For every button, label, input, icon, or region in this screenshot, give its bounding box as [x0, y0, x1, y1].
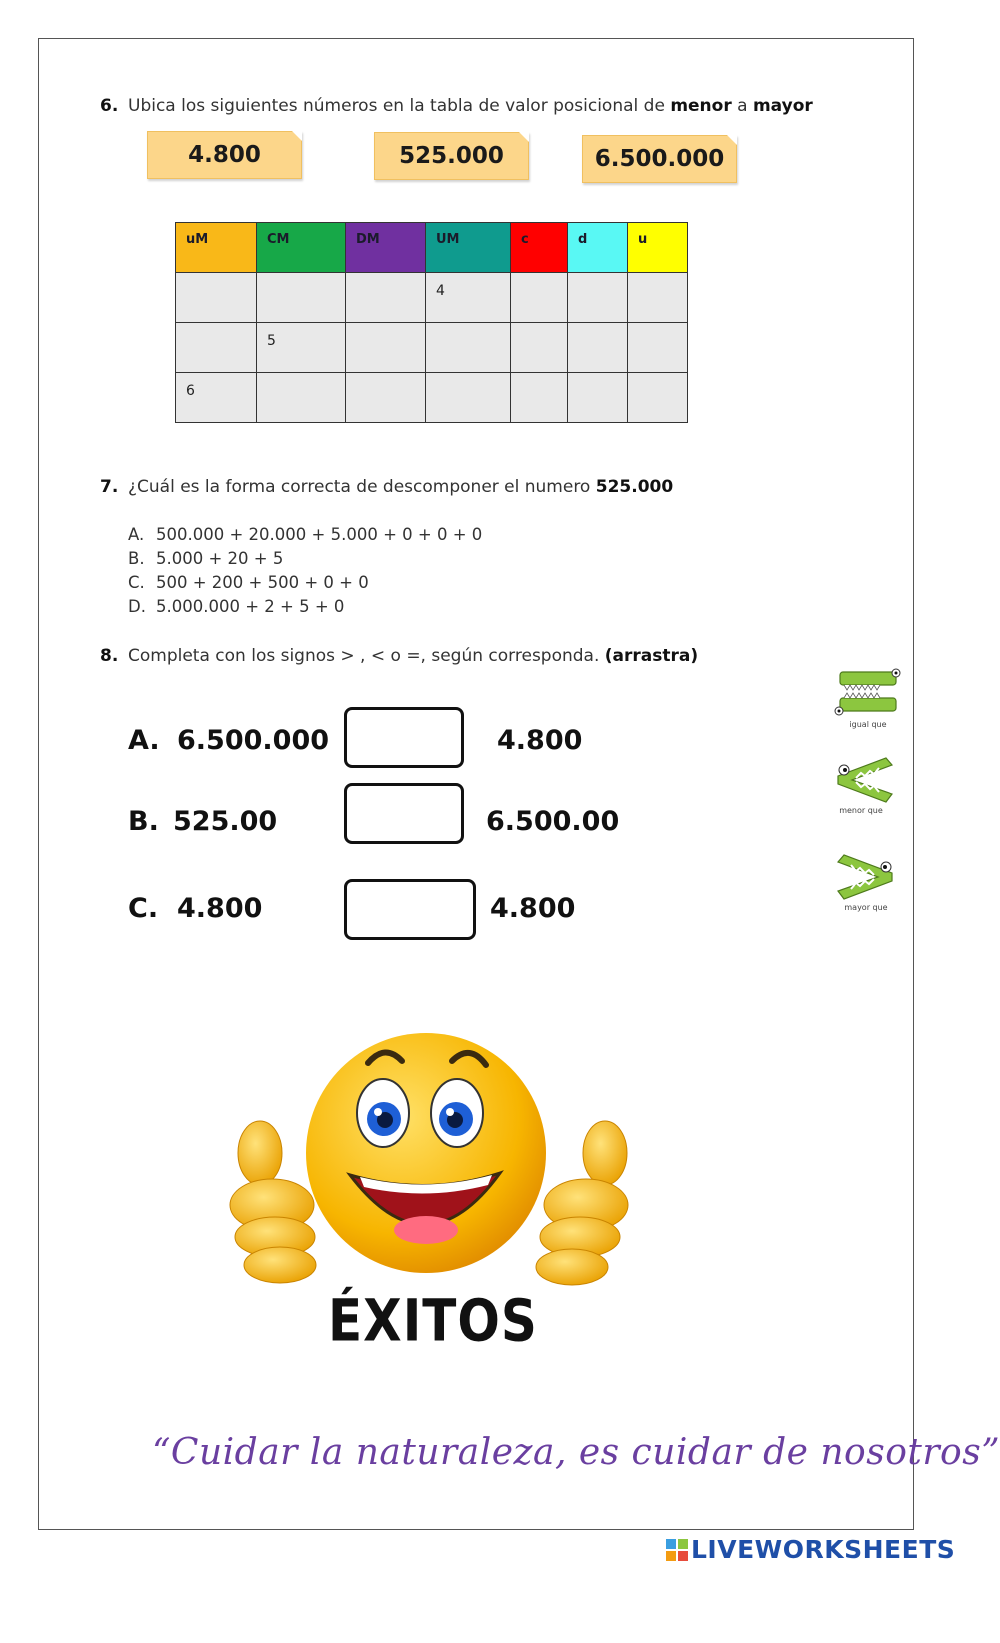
- place-value-cell[interactable]: [176, 323, 257, 373]
- exitos-title: ÉXITOS: [328, 1287, 538, 1355]
- question-8-bold-instruction: (arrastra): [604, 646, 699, 666]
- place-value-cell[interactable]: [176, 273, 257, 323]
- place-value-cell[interactable]: [568, 373, 628, 423]
- place-value-row: [176, 373, 688, 423]
- caption-igual-que: igual que: [849, 720, 887, 729]
- question-7-number: 7.: [100, 477, 119, 497]
- option-b[interactable]: B. 5.000 + 20 + 5: [128, 549, 284, 568]
- liveworksheets-brand: LIVEWORKSHEETS: [691, 1535, 956, 1564]
- place-value-cell[interactable]: [346, 273, 426, 323]
- header-d: d: [568, 223, 628, 273]
- option-c[interactable]: C. 500 + 200 + 500 + 0 + 0: [128, 573, 369, 592]
- liveworksheets-logo: [666, 1535, 955, 1564]
- comparison-b-right: 6.500.00: [486, 806, 620, 837]
- place-value-cell[interactable]: [426, 323, 511, 373]
- caption-menor-que: menor que: [839, 806, 883, 815]
- question-8: [100, 646, 698, 666]
- caption-mayor-que: mayor que: [844, 903, 888, 912]
- comparison-c-letter: C.: [128, 893, 159, 924]
- comparison-a-letter: A.: [128, 725, 160, 756]
- header-DM: DM: [346, 223, 426, 273]
- header-c: c: [511, 223, 568, 273]
- question-6-bold-menor: menor: [670, 96, 732, 116]
- question-7-bold-number: 525.000: [595, 477, 674, 497]
- option-d[interactable]: D. 5.000.000 + 2 + 5 + 0: [128, 597, 345, 616]
- place-value-cell[interactable]: [257, 273, 346, 323]
- liveworksheets-logo-icon: [666, 1539, 688, 1561]
- drop-box-b[interactable]: [344, 783, 464, 844]
- number-card-3[interactable]: 6.500.000: [582, 135, 737, 183]
- place-value-cell[interactable]: [426, 373, 511, 423]
- header-u: u: [628, 223, 688, 273]
- question-7-text: ¿Cuál es la forma correcta de descomponer el numero: [128, 477, 596, 497]
- question-6-bold-mayor: mayor: [752, 96, 813, 116]
- drop-box-c[interactable]: [344, 879, 476, 940]
- question-6-text-mid: a: [731, 96, 753, 116]
- place-value-cell[interactable]: 4: [426, 273, 511, 323]
- place-value-cell[interactable]: [257, 373, 346, 423]
- place-value-cell[interactable]: [511, 323, 568, 373]
- place-value-header-row: [176, 223, 688, 273]
- place-value-cell[interactable]: [346, 323, 426, 373]
- comparison-a-right: 4.800: [497, 725, 583, 756]
- place-value-cell[interactable]: [628, 273, 688, 323]
- option-a[interactable]: A. 500.000 + 20.000 + 5.000 + 0 + 0 + 0: [128, 525, 483, 544]
- question-7: [100, 477, 673, 497]
- comparison-b-left: 525.00: [173, 806, 278, 837]
- place-value-table: [175, 222, 688, 423]
- place-value-cell[interactable]: 6: [176, 373, 257, 423]
- equal-crocodile-icon: [834, 666, 902, 718]
- number-card-1[interactable]: 4.800: [147, 131, 302, 179]
- comparison-b-letter: B.: [128, 806, 159, 837]
- draggable-greater-than[interactable]: [836, 853, 896, 912]
- closing-quote: “Cuidar la naturaleza, es cuidar de nosotros”: [152, 1432, 1000, 1473]
- place-value-row: [176, 273, 688, 323]
- draggable-equal[interactable]: [834, 666, 902, 729]
- greater-than-crocodile-icon: [836, 853, 896, 901]
- place-value-row: [176, 323, 688, 373]
- question-6: [100, 96, 813, 116]
- comparison-a-left: 6.500.000: [177, 725, 330, 756]
- question-6-number: 6.: [100, 96, 119, 116]
- question-8-number: 8.: [100, 646, 119, 666]
- place-value-cell[interactable]: [511, 373, 568, 423]
- draggable-less-than[interactable]: [834, 756, 894, 815]
- place-value-cell[interactable]: [346, 373, 426, 423]
- drop-box-a[interactable]: [344, 707, 464, 768]
- place-value-cell[interactable]: [628, 373, 688, 423]
- question-8-text: Completa con los signos > , < o =, según corresponda.: [128, 646, 605, 666]
- comparison-c-left: 4.800: [177, 893, 263, 924]
- place-value-cell[interactable]: [628, 323, 688, 373]
- place-value-cell[interactable]: 5: [257, 323, 346, 373]
- question-6-text: Ubica los siguientes números en la tabla de valor posicional de: [128, 96, 671, 116]
- less-than-crocodile-icon: [834, 756, 894, 804]
- header-UM: UM: [426, 223, 511, 273]
- smiley-thumbs-up-icon: [220, 1025, 640, 1305]
- number-card-2[interactable]: 525.000: [374, 132, 529, 180]
- place-value-cell[interactable]: [511, 273, 568, 323]
- header-CM: CM: [257, 223, 346, 273]
- comparison-c-right: 4.800: [490, 893, 576, 924]
- header-uM: uM: [176, 223, 257, 273]
- place-value-cell[interactable]: [568, 273, 628, 323]
- place-value-cell[interactable]: [568, 323, 628, 373]
